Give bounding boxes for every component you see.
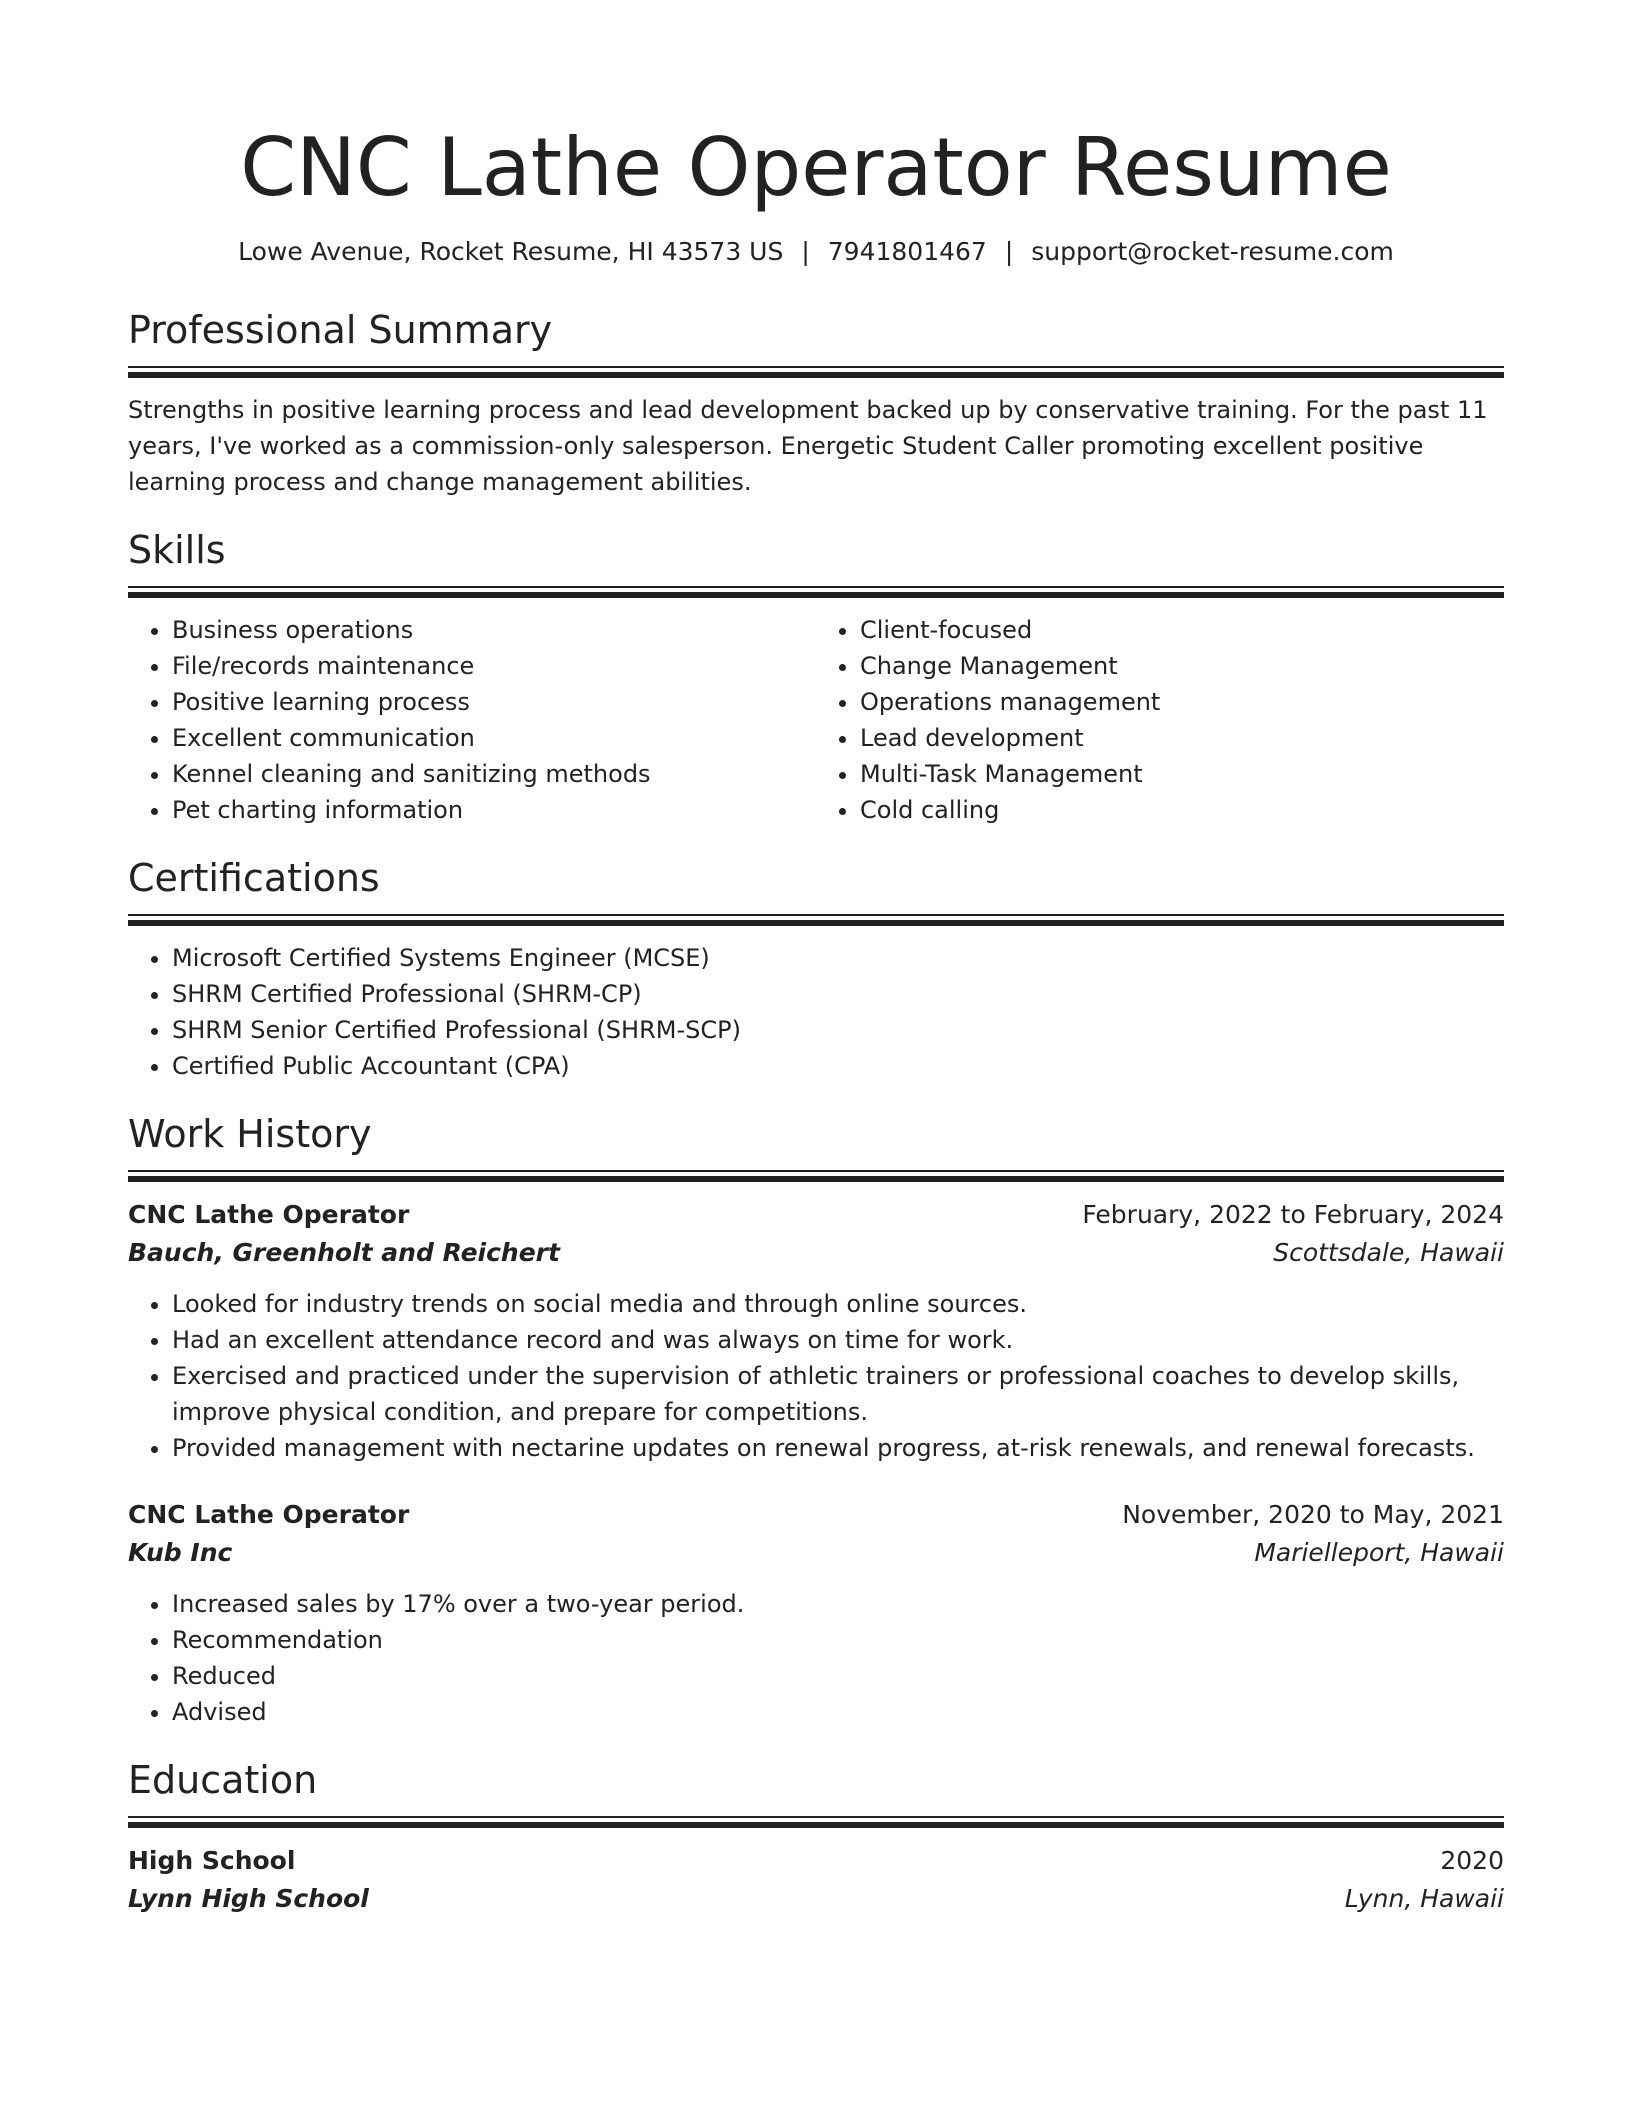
skill-item: • Cold calling xyxy=(860,792,1504,828)
education-entry xyxy=(128,1842,1504,1918)
job-company: Bauch, Greenholt and Reichert xyxy=(128,1238,560,1267)
skill-item: • Business operations xyxy=(172,612,816,648)
contact-address: Lowe Avenue, Rocket Resume, HI 43573 US xyxy=(238,237,784,266)
job-entry xyxy=(128,1196,1504,1466)
certification-item: • Microsoft Certified Systems Engineer (MCSE) xyxy=(172,940,1504,976)
summary-section xyxy=(128,306,1504,500)
job-dates: February, 2022 to February, 2024 xyxy=(1082,1200,1504,1229)
job-bullet: • Provided management with nectarine updates on renewal progress, at-risk renewals, and renewal forecasts. xyxy=(172,1430,1504,1466)
education-section xyxy=(128,1756,1504,1918)
education-degree: High School xyxy=(128,1846,296,1875)
job-entry xyxy=(128,1496,1504,1730)
certifications-section xyxy=(128,854,1504,1084)
skill-item: • Pet charting information xyxy=(172,792,816,828)
skill-item: • Change Management xyxy=(860,648,1504,684)
skills-grid xyxy=(128,612,1504,828)
section-divider xyxy=(128,586,1504,598)
skill-item: • Operations management xyxy=(860,684,1504,720)
job-company: Kub Inc xyxy=(128,1538,233,1567)
section-heading: Work History xyxy=(128,1112,372,1156)
skill-item: • Multi-Task Management xyxy=(860,756,1504,792)
job-dates: November, 2020 to May, 2021 xyxy=(1122,1500,1504,1529)
contact-email: support@rocket-resume.com xyxy=(1031,237,1394,266)
summary-text: Strengths in positive learning process and lead development backed up by conservative training. For the past 11 years, I've worked as a commission-only salesperson. Energetic Student Caller promoting excellent positive learning process and change management abilities. xyxy=(128,396,1488,496)
job-company-row xyxy=(128,1534,1504,1572)
skill-item: • File/records maintenance xyxy=(172,648,816,684)
job-bullet: • Looked for industry trends on social media and through online sources. xyxy=(172,1286,1504,1322)
contact-line xyxy=(128,234,1504,270)
contact-phone: 7941801467 xyxy=(827,237,987,266)
skill-item: • Lead development xyxy=(860,720,1504,756)
job-bullet: • Reduced xyxy=(172,1658,1504,1694)
section-divider xyxy=(128,1816,1504,1828)
contact-separator: | xyxy=(801,237,810,266)
job-bullet: • Recommendation xyxy=(172,1622,1504,1658)
education-year: 2020 xyxy=(1440,1846,1504,1875)
skill-item: • Positive learning process xyxy=(172,684,816,720)
job-location: Marielleport, Hawaii xyxy=(1254,1538,1504,1567)
education-school-row xyxy=(128,1880,1504,1918)
skill-item: • Client-focused xyxy=(860,612,1504,648)
certification-item: • SHRM Senior Certified Professional (SHRM-SCP) xyxy=(172,1012,1504,1048)
education-location: Lynn, Hawaii xyxy=(1344,1884,1504,1913)
skills-section xyxy=(128,526,1504,828)
education-header-row xyxy=(128,1842,1504,1880)
section-divider xyxy=(128,1170,1504,1182)
work-history-section xyxy=(128,1110,1504,1730)
job-title: CNC Lathe Operator xyxy=(128,1200,410,1229)
certifications-list xyxy=(128,940,1504,1084)
skill-item: • Excellent communication xyxy=(172,720,816,756)
job-bullets xyxy=(128,1586,1504,1730)
section-divider xyxy=(128,914,1504,926)
job-header-row xyxy=(128,1496,1504,1534)
contact-separator: | xyxy=(1004,237,1014,266)
section-heading: Certifications xyxy=(128,856,380,900)
job-location: Scottsdale, Hawaii xyxy=(1273,1238,1504,1267)
skills-list-right xyxy=(816,612,1504,828)
skill-item: • Kennel cleaning and sanitizing methods xyxy=(172,756,816,792)
certification-item: • Certified Public Accountant (CPA) xyxy=(172,1048,1504,1084)
job-header-row xyxy=(128,1196,1504,1234)
section-divider xyxy=(128,366,1504,378)
section-heading: Education xyxy=(128,1758,318,1802)
job-bullet: • Had an excellent attendance record and was always on time for work. xyxy=(172,1322,1504,1358)
skills-list-left xyxy=(128,612,816,828)
section-heading: Professional Summary xyxy=(128,308,553,352)
job-bullet: • Advised xyxy=(172,1694,1504,1730)
section-heading: Skills xyxy=(128,528,226,572)
education-school: Lynn High School xyxy=(128,1884,369,1913)
job-company-row xyxy=(128,1234,1504,1272)
page-title: CNC Lathe Operator Resume xyxy=(240,121,1392,214)
certification-item: • SHRM Certified Professional (SHRM-CP) xyxy=(172,976,1504,1012)
job-title: CNC Lathe Operator xyxy=(128,1500,410,1529)
job-bullet: • Increased sales by 17% over a two-year period. xyxy=(172,1586,1504,1622)
job-bullets xyxy=(128,1286,1504,1466)
job-bullet: • Exercised and practiced under the supervision of athletic trainers or professional coaches to develop skills, improve physical condition, and prepare for competitions. xyxy=(172,1358,1504,1430)
